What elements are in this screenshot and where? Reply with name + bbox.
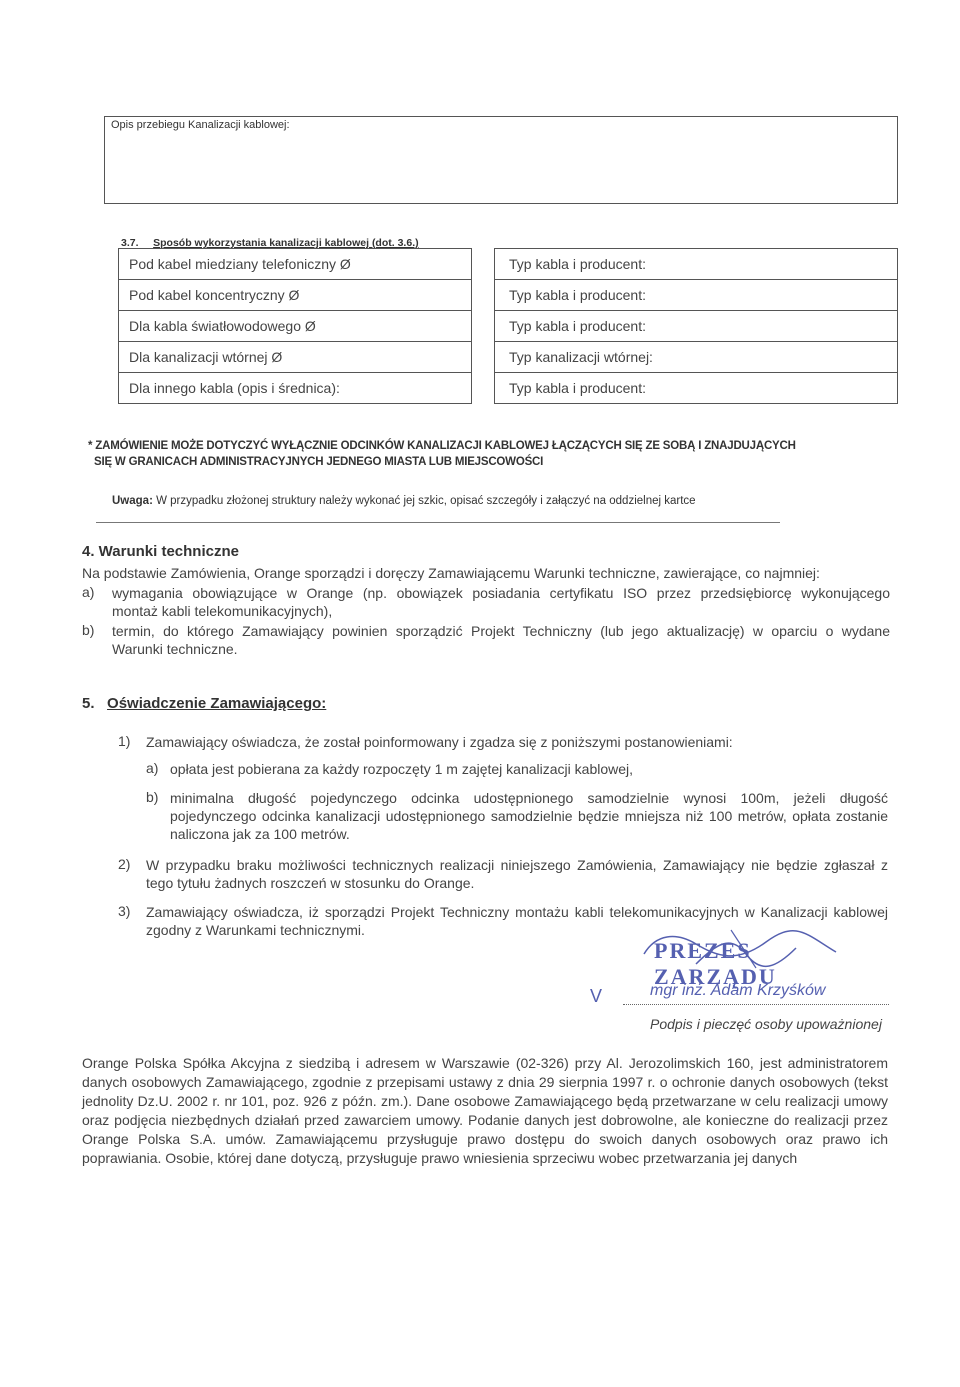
section-5-item-3-line: Zamawiający oświadcza, iż sporządzi Projekt Techniczny montażu kabli telekomunikacyjnych w Kanalizacji kablowej — [146, 904, 888, 920]
signature-line — [623, 1004, 889, 1005]
cable-left-cell[interactable]: Dla kanalizacji wtórnej Ø — [119, 342, 472, 373]
section-5-item-3-line: zgodny z Warunkami technicznymi. — [146, 922, 365, 938]
cable-right-cell[interactable]: Typ kabla i producent: — [495, 311, 898, 342]
cable-usage-table — [118, 248, 898, 404]
section-3-7-title: Sposób wykorzystania kanalizacji kablowej (dot. 3.6.) — [153, 237, 419, 249]
cable-left-cell[interactable]: Dla kabla światłowodowego Ø — [119, 311, 472, 342]
section-3-7-number: 3.7. — [121, 237, 139, 249]
section-4-b-line: termin, do którego Zamawiający powinien sporządzić Projekt Techniczny (lub jego aktualizację) w oparciu o wydane — [112, 623, 890, 639]
section-4-intro: Na podstawie Zamówienia, Orange sporządzi i doręczy Zamawiającemu Warunki techniczne, zawierające, co najmniej: — [82, 565, 820, 581]
section-4-b-line: Warunki techniczne. — [112, 641, 238, 657]
section-5-item-1b-line: minimalna długość pojedynczego odcinka udostępnionego samodzielnie wynosi 100m, jeżeli długość — [170, 790, 888, 806]
cable-right-cell[interactable]: Typ kabla i producent: — [495, 280, 898, 311]
signature-caption: Podpis i pieczęć osoby upoważnionej — [650, 1016, 882, 1032]
cable-right-cell[interactable]: Typ kabla i producent: — [495, 373, 898, 404]
list-marker: 3) — [118, 903, 131, 919]
route-description-label: Opis przebiegu Kanalizacji kablowej: — [111, 119, 290, 131]
route-description-box[interactable] — [104, 116, 898, 204]
section-5-item-1a: opłata jest pobierana za każdy rozpoczęty 1 m zajętej kanalizacji kablowej, — [170, 761, 634, 777]
section-5-heading — [82, 695, 326, 712]
signer-name: mgr inż. Adam Krzyśków — [650, 982, 826, 999]
cable-left-cell[interactable]: Pod kabel koncentryczny Ø — [119, 280, 472, 311]
remark-text: W przypadku złożonej struktury należy wykonać jej szkic, opisać szczegóły i załączyć na oddzielnej kartce — [152, 495, 696, 507]
list-marker: b) — [82, 622, 95, 638]
table-row — [119, 280, 898, 311]
list-marker: 2) — [118, 856, 131, 872]
list-marker: 1) — [118, 733, 131, 749]
table-row — [119, 342, 898, 373]
stamp-text: PREZES ZARZĄDU — [654, 938, 777, 989]
cable-left-cell[interactable]: Pod kabel miedziany telefoniczny Ø — [119, 249, 472, 280]
section-5-item-2-line: tego tytułu żadnych roszczeń w stosunku do Orange. — [146, 875, 475, 891]
cable-right-cell[interactable]: Typ kabla i producent: — [495, 249, 898, 280]
cable-right-cell[interactable]: Typ kanalizacji wtórnej: — [495, 342, 898, 373]
section-5-item-1b-line: pojedynczego odcinka kanalizacji udostępnionego samodzielnie będzie mniejsza niż 100 metrów, opłata zostanie — [170, 808, 888, 824]
order-scope-note — [88, 438, 796, 470]
note-line: SIĘ W GRANICACH ADMINISTRACYJNYCH JEDNEGO MIASTA LUB MIEJSCOWOŚCI — [94, 456, 544, 468]
remark — [112, 495, 696, 507]
check-mark: V — [590, 986, 603, 1006]
data-protection-notice: Orange Polska Spółka Akcyjna z siedzibą i adresem w Warszawie (02-326) przy Al. Jerozolimskich 160, jest administratorem danych osobowych Zamawiającego, zgodnie z przepisami ustawy z dnia 29 sierpnia 1997 r. o ochronie danych osobowych (tekst jednolity Dz.U. 2002 r. nr 101, poz. 926 z późn. zm.). Dane osobowe Zamawiającego będą przetwarzane w celu realizacji umowy oraz podjęcia niezbędnych działań przed zawarciem umowy. Podanie danych jest dobrowolne, ale konieczne do realizacji przez Orange Polska S.A. umów. Zamawiającemu przysługuje prawo dostępu do swoich danych osobowych oraz prawo ich poprawiania. Osobie, której dane dotyczą, przysługuje prawo wniesienia sprzeciwu wobec przetwarzania jej danych — [82, 1055, 888, 1166]
list-marker: a) — [146, 760, 159, 776]
table-row — [119, 373, 898, 404]
divider — [96, 522, 780, 523]
cable-left-cell[interactable]: Dla innego kabla (opis i średnica): — [119, 373, 472, 404]
section-5-title: Oświadczenie Zamawiającego: — [107, 695, 327, 712]
table-row — [119, 311, 898, 342]
section-4-a-line: montaż kabli telekomunikacyjnych), — [112, 603, 333, 619]
section-4-heading: 4. Warunki techniczne — [82, 543, 239, 560]
company-stamp — [636, 924, 848, 989]
section-5-item-1b-line: naliczona jak za 100 metrów. — [170, 826, 350, 842]
section-4-a-line: wymagania obowiązujące w Orange (np. obowiązek posiadania certyfikatu ISO przez przedsiębiorcę wykonującego — [112, 585, 890, 601]
section-5-item-1: Zamawiający oświadcza, że został poinformowany i zgadza się z poniższymi postanowieniami: — [146, 734, 733, 750]
note-line: * ZAMÓWIENIE MOŻE DOTYCZYĆ WYŁĄCZNIE ODCINKÓW KANALIZACJI KABLOWEJ ŁĄCZĄCYCH SIĘ ZE SOBĄ I ZNAJDUJĄCYCH — [88, 440, 796, 452]
list-marker: a) — [82, 584, 95, 600]
section-5-item-2-line: W przypadku braku możliwości technicznych realizacji niniejszego Zamówienia, Zamawiający nie będzie zgłaszał z — [146, 857, 888, 873]
list-marker: b) — [146, 789, 159, 805]
section-5-number: 5. — [82, 695, 95, 712]
table-row — [119, 249, 898, 280]
remark-label: Uwaga: — [112, 495, 153, 507]
